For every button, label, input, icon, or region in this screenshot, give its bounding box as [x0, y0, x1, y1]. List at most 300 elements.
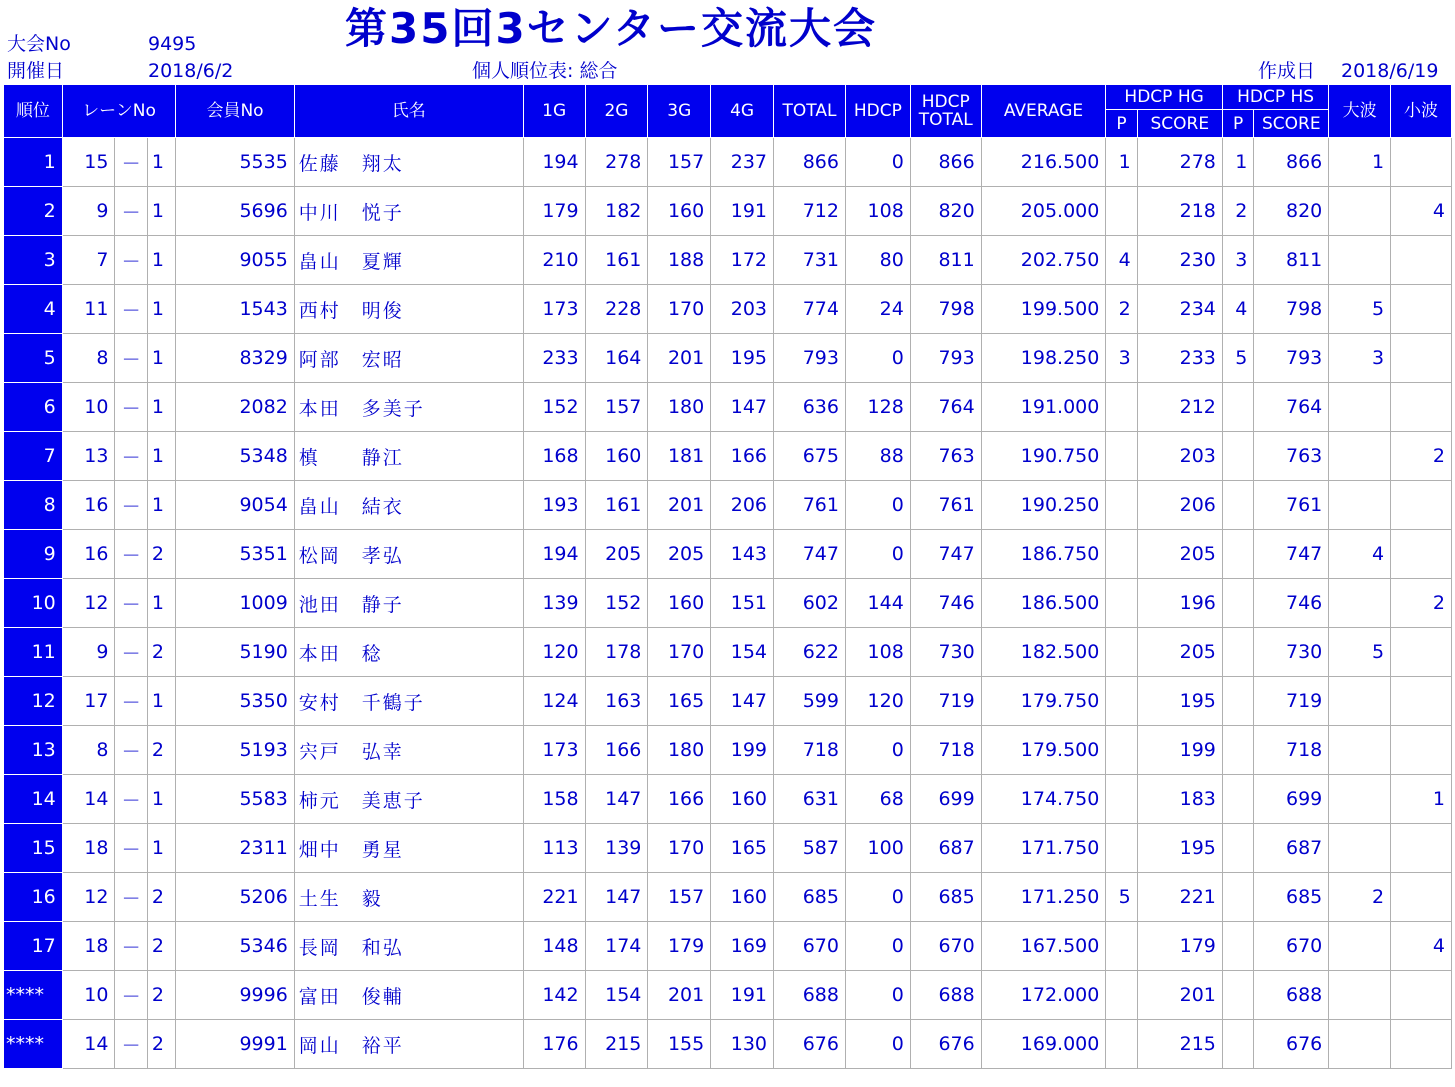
cell-game-2: 215: [585, 1020, 648, 1069]
cell-lane-sep: －: [115, 530, 147, 579]
cell-name: 長岡 和弘: [294, 922, 523, 971]
cell-game-4: 195: [711, 334, 774, 383]
cell-hg-score: 203: [1137, 432, 1222, 481]
cell-game-1: 210: [523, 236, 585, 285]
cell-onami: [1329, 824, 1391, 873]
cell-hs-score: 763: [1254, 432, 1329, 481]
cell-lane: 17: [62, 677, 115, 726]
cell-lane-sub: 1: [147, 334, 175, 383]
cell-lane-sep: －: [115, 432, 147, 481]
cell-rank: 3: [4, 236, 63, 285]
cell-game-2: 157: [585, 383, 648, 432]
cell-game-1: 152: [523, 383, 585, 432]
cell-hdcp-total: 793: [910, 334, 981, 383]
cell-game-3: 160: [648, 579, 711, 628]
taikai-no-value: 9495: [148, 33, 197, 55]
ranking-table: [3, 84, 1452, 1069]
table-row: [4, 726, 1452, 775]
cell-game-4: 165: [711, 824, 774, 873]
cell-lane: 18: [62, 824, 115, 873]
table-row: [4, 383, 1452, 432]
cell-game-2: 160: [585, 432, 648, 481]
cell-name: 佐藤 翔太: [294, 138, 523, 187]
cell-hs-p: [1222, 432, 1253, 481]
cell-onami: [1329, 775, 1391, 824]
cell-hdcp-total: 866: [910, 138, 981, 187]
table-row: [4, 236, 1452, 285]
cell-hdcp-total: 718: [910, 726, 981, 775]
cell-lane-sep: －: [115, 628, 147, 677]
cell-hg-score: 218: [1137, 187, 1222, 236]
col-total: TOTAL: [774, 85, 846, 138]
cell-lane: 11: [62, 285, 115, 334]
cell-name: 畠山 結衣: [294, 481, 523, 530]
cell-lane-sub: 1: [147, 481, 175, 530]
cell-hdcp: 24: [845, 285, 910, 334]
cell-rank: 9: [4, 530, 63, 579]
cell-rank: 11: [4, 628, 63, 677]
cell-total: 676: [774, 1020, 846, 1069]
kaisai-date-label: 開催日: [7, 60, 65, 82]
cell-konami: [1391, 236, 1452, 285]
cell-hs-p: [1222, 530, 1253, 579]
cell-konami: [1391, 138, 1452, 187]
cell-hs-p: 2: [1222, 187, 1253, 236]
cell-hs-score: 747: [1254, 530, 1329, 579]
cell-game-3: 201: [648, 481, 711, 530]
cell-total: 631: [774, 775, 846, 824]
cell-game-4: 172: [711, 236, 774, 285]
table-header: [4, 85, 1452, 138]
table-row: [4, 628, 1452, 677]
cell-hdcp-total: 687: [910, 824, 981, 873]
cell-name: 柿元 美恵子: [294, 775, 523, 824]
cell-total: 718: [774, 726, 846, 775]
cell-game-4: 206: [711, 481, 774, 530]
col-name: 氏名: [294, 85, 523, 138]
cell-konami: 2: [1391, 579, 1452, 628]
cell-lane-sub: 1: [147, 579, 175, 628]
cell-hs-p: [1222, 873, 1253, 922]
cell-rank: 17: [4, 922, 63, 971]
cell-rank: 15: [4, 824, 63, 873]
cell-average: 186.750: [981, 530, 1106, 579]
cell-member-no: 5190: [176, 628, 295, 677]
cell-game-3: 157: [648, 873, 711, 922]
cell-member-no: 2082: [176, 383, 295, 432]
cell-game-4: 151: [711, 579, 774, 628]
cell-hdcp-total: 746: [910, 579, 981, 628]
cell-average: 202.750: [981, 236, 1106, 285]
cell-lane-sub: 1: [147, 187, 175, 236]
cell-lane-sub: 2: [147, 628, 175, 677]
cell-rank: 2: [4, 187, 63, 236]
cell-hdcp: 80: [845, 236, 910, 285]
col-hs-score: SCORE: [1254, 110, 1329, 138]
cell-game-2: 228: [585, 285, 648, 334]
col-onami: 大波: [1329, 85, 1391, 138]
cell-hg-p: [1106, 628, 1137, 677]
cell-hs-score: 688: [1254, 971, 1329, 1020]
kaisai-date-value: 2018/6/2: [148, 60, 234, 82]
cell-game-1: 233: [523, 334, 585, 383]
cell-onami: 2: [1329, 873, 1391, 922]
cell-game-1: 139: [523, 579, 585, 628]
cell-total: 774: [774, 285, 846, 334]
cell-lane-sub: 1: [147, 138, 175, 187]
cell-game-1: 179: [523, 187, 585, 236]
cell-hg-score: 179: [1137, 922, 1222, 971]
cell-game-3: 165: [648, 677, 711, 726]
cell-game-1: 221: [523, 873, 585, 922]
cell-hg-score: 212: [1137, 383, 1222, 432]
cell-hs-p: [1222, 1020, 1253, 1069]
cell-hg-score: 230: [1137, 236, 1222, 285]
cell-game-4: 160: [711, 873, 774, 922]
cell-average: 167.500: [981, 922, 1106, 971]
cell-hs-score: 798: [1254, 285, 1329, 334]
cell-hs-p: 1: [1222, 138, 1253, 187]
table-row: [4, 579, 1452, 628]
cell-hs-p: [1222, 383, 1253, 432]
cell-game-4: 147: [711, 677, 774, 726]
cell-lane: 8: [62, 726, 115, 775]
cell-game-3: 180: [648, 726, 711, 775]
cell-game-3: 166: [648, 775, 711, 824]
cell-game-2: 147: [585, 873, 648, 922]
cell-game-2: 147: [585, 775, 648, 824]
cell-member-no: 1543: [176, 285, 295, 334]
cell-hg-score: 201: [1137, 971, 1222, 1020]
cell-hg-p: 4: [1106, 236, 1137, 285]
cell-hg-score: 196: [1137, 579, 1222, 628]
cell-game-3: 201: [648, 971, 711, 1020]
cell-lane: 16: [62, 481, 115, 530]
cell-onami: [1329, 579, 1391, 628]
cell-name: 畠山 夏輝: [294, 236, 523, 285]
cell-member-no: 9054: [176, 481, 295, 530]
cell-konami: [1391, 1020, 1452, 1069]
cell-lane: 9: [62, 628, 115, 677]
cell-game-3: 170: [648, 824, 711, 873]
cell-lane-sep: －: [115, 187, 147, 236]
cell-game-4: 166: [711, 432, 774, 481]
cell-lane: 10: [62, 383, 115, 432]
cell-lane-sub: 2: [147, 1020, 175, 1069]
col-konami: 小波: [1391, 85, 1452, 138]
cell-total: 587: [774, 824, 846, 873]
cell-rank: 6: [4, 383, 63, 432]
cell-name: 安村 千鶴子: [294, 677, 523, 726]
cell-hs-score: 761: [1254, 481, 1329, 530]
cell-name: 本田 稔: [294, 628, 523, 677]
cell-game-2: 161: [585, 481, 648, 530]
cell-game-1: 173: [523, 726, 585, 775]
cell-hs-p: 4: [1222, 285, 1253, 334]
cell-hdcp: 144: [845, 579, 910, 628]
cell-game-2: 166: [585, 726, 648, 775]
cell-game-2: 178: [585, 628, 648, 677]
cell-rank: 14: [4, 775, 63, 824]
cell-hs-score: 699: [1254, 775, 1329, 824]
cell-hdcp: 88: [845, 432, 910, 481]
cell-rank: ****: [4, 1020, 63, 1069]
table-row: [4, 432, 1452, 481]
cell-member-no: 5535: [176, 138, 295, 187]
col-hdcp-hs: HDCP HS: [1222, 85, 1328, 110]
cell-game-1: 120: [523, 628, 585, 677]
cell-rank: 4: [4, 285, 63, 334]
cell-hdcp-total: 699: [910, 775, 981, 824]
cell-lane-sep: －: [115, 824, 147, 873]
cell-average: 198.250: [981, 334, 1106, 383]
cell-total: 793: [774, 334, 846, 383]
col-g4: 4G: [711, 85, 774, 138]
cell-lane: 15: [62, 138, 115, 187]
cell-game-4: 130: [711, 1020, 774, 1069]
cell-game-1: 168: [523, 432, 585, 481]
cell-hg-p: [1106, 579, 1137, 628]
cell-lane-sep: －: [115, 481, 147, 530]
table-body: [4, 138, 1452, 1069]
cell-hs-p: 5: [1222, 334, 1253, 383]
col-hdcp-total-line1: HDCP: [921, 92, 970, 112]
cell-game-1: 193: [523, 481, 585, 530]
cell-konami: [1391, 971, 1452, 1020]
cell-hdcp-total: 670: [910, 922, 981, 971]
cell-konami: [1391, 628, 1452, 677]
cell-onami: 1: [1329, 138, 1391, 187]
cell-onami: [1329, 1020, 1391, 1069]
table-row: [4, 530, 1452, 579]
cell-game-3: 155: [648, 1020, 711, 1069]
cell-hdcp: 128: [845, 383, 910, 432]
cell-hg-score: 215: [1137, 1020, 1222, 1069]
table-row: [4, 922, 1452, 971]
col-lane: レーンNo: [62, 85, 175, 138]
created-date-value: 2018/6/19: [1341, 60, 1439, 82]
cell-hdcp-total: 798: [910, 285, 981, 334]
cell-hs-p: [1222, 824, 1253, 873]
cell-hs-p: [1222, 971, 1253, 1020]
cell-hg-score: 234: [1137, 285, 1222, 334]
cell-hg-score: 278: [1137, 138, 1222, 187]
cell-game-1: 194: [523, 530, 585, 579]
cell-game-4: 160: [711, 775, 774, 824]
cell-member-no: 5696: [176, 187, 295, 236]
cell-name: 槙 静江: [294, 432, 523, 481]
cell-hdcp: 0: [845, 481, 910, 530]
cell-hs-score: 685: [1254, 873, 1329, 922]
cell-name: 松岡 孝弘: [294, 530, 523, 579]
cell-hdcp-total: 747: [910, 530, 981, 579]
cell-game-1: 194: [523, 138, 585, 187]
col-g1: 1G: [523, 85, 585, 138]
cell-onami: 5: [1329, 285, 1391, 334]
cell-hdcp-total: 719: [910, 677, 981, 726]
cell-lane-sub: 1: [147, 383, 175, 432]
cell-hs-score: 718: [1254, 726, 1329, 775]
col-g3: 3G: [648, 85, 711, 138]
cell-lane-sep: －: [115, 138, 147, 187]
cell-average: 172.000: [981, 971, 1106, 1020]
cell-lane-sub: 1: [147, 285, 175, 334]
cell-game-2: 163: [585, 677, 648, 726]
cell-lane-sub: 1: [147, 677, 175, 726]
cell-member-no: 9996: [176, 971, 295, 1020]
cell-konami: [1391, 285, 1452, 334]
cell-hg-p: [1106, 922, 1137, 971]
cell-hg-p: 3: [1106, 334, 1137, 383]
cell-average: 191.000: [981, 383, 1106, 432]
col-hg-score: SCORE: [1137, 110, 1222, 138]
cell-hdcp-total: 730: [910, 628, 981, 677]
cell-lane: 12: [62, 873, 115, 922]
table-row: [4, 1020, 1452, 1069]
cell-hg-p: [1106, 481, 1137, 530]
cell-hs-p: [1222, 481, 1253, 530]
cell-total: 761: [774, 481, 846, 530]
cell-average: 171.250: [981, 873, 1106, 922]
cell-rank: 12: [4, 677, 63, 726]
cell-average: 190.250: [981, 481, 1106, 530]
cell-lane-sep: －: [115, 334, 147, 383]
cell-hdcp: 0: [845, 334, 910, 383]
cell-onami: 4: [1329, 530, 1391, 579]
cell-average: 190.750: [981, 432, 1106, 481]
cell-onami: [1329, 383, 1391, 432]
cell-lane: 9: [62, 187, 115, 236]
cell-hg-p: [1106, 677, 1137, 726]
table-row: [4, 138, 1452, 187]
cell-hdcp: 0: [845, 873, 910, 922]
cell-onami: [1329, 432, 1391, 481]
cell-lane-sep: －: [115, 579, 147, 628]
cell-lane-sep: －: [115, 922, 147, 971]
cell-member-no: 9055: [176, 236, 295, 285]
cell-name: 中川 悦子: [294, 187, 523, 236]
cell-onami: [1329, 236, 1391, 285]
cell-average: 199.500: [981, 285, 1106, 334]
cell-game-2: 182: [585, 187, 648, 236]
table-row: [4, 677, 1452, 726]
cell-hs-score: 820: [1254, 187, 1329, 236]
cell-game-3: 205: [648, 530, 711, 579]
cell-game-2: 164: [585, 334, 648, 383]
cell-game-4: 203: [711, 285, 774, 334]
cell-hs-score: 730: [1254, 628, 1329, 677]
cell-lane-sep: －: [115, 677, 147, 726]
cell-lane-sep: －: [115, 383, 147, 432]
cell-lane: 18: [62, 922, 115, 971]
cell-hg-score: 195: [1137, 824, 1222, 873]
cell-game-4: 191: [711, 187, 774, 236]
cell-lane-sep: －: [115, 775, 147, 824]
cell-hs-p: [1222, 677, 1253, 726]
cell-konami: 1: [1391, 775, 1452, 824]
cell-lane-sep: －: [115, 236, 147, 285]
cell-hdcp-total: 764: [910, 383, 981, 432]
cell-name: 西村 明俊: [294, 285, 523, 334]
cell-hdcp-total: 811: [910, 236, 981, 285]
cell-hs-p: [1222, 922, 1253, 971]
cell-hs-score: 687: [1254, 824, 1329, 873]
cell-hs-score: 764: [1254, 383, 1329, 432]
cell-average: 171.750: [981, 824, 1106, 873]
cell-lane: 14: [62, 775, 115, 824]
cell-lane-sep: －: [115, 726, 147, 775]
cell-hg-p: [1106, 530, 1137, 579]
cell-onami: [1329, 677, 1391, 726]
cell-game-3: 180: [648, 383, 711, 432]
table-row: [4, 971, 1452, 1020]
cell-total: 622: [774, 628, 846, 677]
cell-name: 池田 静子: [294, 579, 523, 628]
cell-hs-p: [1222, 579, 1253, 628]
table-row: [4, 873, 1452, 922]
cell-onami: [1329, 726, 1391, 775]
cell-lane: 10: [62, 971, 115, 1020]
cell-lane: 16: [62, 530, 115, 579]
cell-hg-p: [1106, 775, 1137, 824]
cell-hdcp: 100: [845, 824, 910, 873]
cell-hdcp: 0: [845, 922, 910, 971]
cell-lane-sep: －: [115, 1020, 147, 1069]
cell-hg-p: [1106, 383, 1137, 432]
cell-hs-score: 811: [1254, 236, 1329, 285]
cell-average: 179.500: [981, 726, 1106, 775]
cell-lane: 12: [62, 579, 115, 628]
table-row: [4, 285, 1452, 334]
cell-rank: 1: [4, 138, 63, 187]
cell-game-2: 174: [585, 922, 648, 971]
cell-rank: 8: [4, 481, 63, 530]
report-subtitle: 個人順位表: 総合: [472, 60, 618, 82]
cell-lane-sub: 1: [147, 432, 175, 481]
col-hdcp-total-line2: TOTAL: [918, 110, 973, 130]
cell-lane-sub: 2: [147, 726, 175, 775]
cell-total: 599: [774, 677, 846, 726]
cell-game-1: 173: [523, 285, 585, 334]
cell-lane-sub: 2: [147, 873, 175, 922]
cell-konami: [1391, 726, 1452, 775]
cell-hg-p: [1106, 187, 1137, 236]
cell-hg-score: 206: [1137, 481, 1222, 530]
cell-konami: 4: [1391, 922, 1452, 971]
cell-game-1: 124: [523, 677, 585, 726]
cell-rank: ****: [4, 971, 63, 1020]
cell-average: 179.750: [981, 677, 1106, 726]
cell-lane-sub: 2: [147, 971, 175, 1020]
cell-hs-p: 3: [1222, 236, 1253, 285]
cell-lane-sep: －: [115, 971, 147, 1020]
cell-member-no: 5346: [176, 922, 295, 971]
cell-rank: 10: [4, 579, 63, 628]
col-average: AVERAGE: [981, 85, 1106, 138]
cell-lane-sub: 2: [147, 922, 175, 971]
cell-konami: [1391, 334, 1452, 383]
cell-hg-score: 205: [1137, 628, 1222, 677]
table-row: [4, 334, 1452, 383]
cell-member-no: 5348: [176, 432, 295, 481]
cell-average: 174.750: [981, 775, 1106, 824]
cell-hdcp: 0: [845, 971, 910, 1020]
cell-total: 636: [774, 383, 846, 432]
cell-hs-p: [1222, 775, 1253, 824]
cell-member-no: 5351: [176, 530, 295, 579]
cell-onami: [1329, 971, 1391, 1020]
cell-name: 土生 毅: [294, 873, 523, 922]
